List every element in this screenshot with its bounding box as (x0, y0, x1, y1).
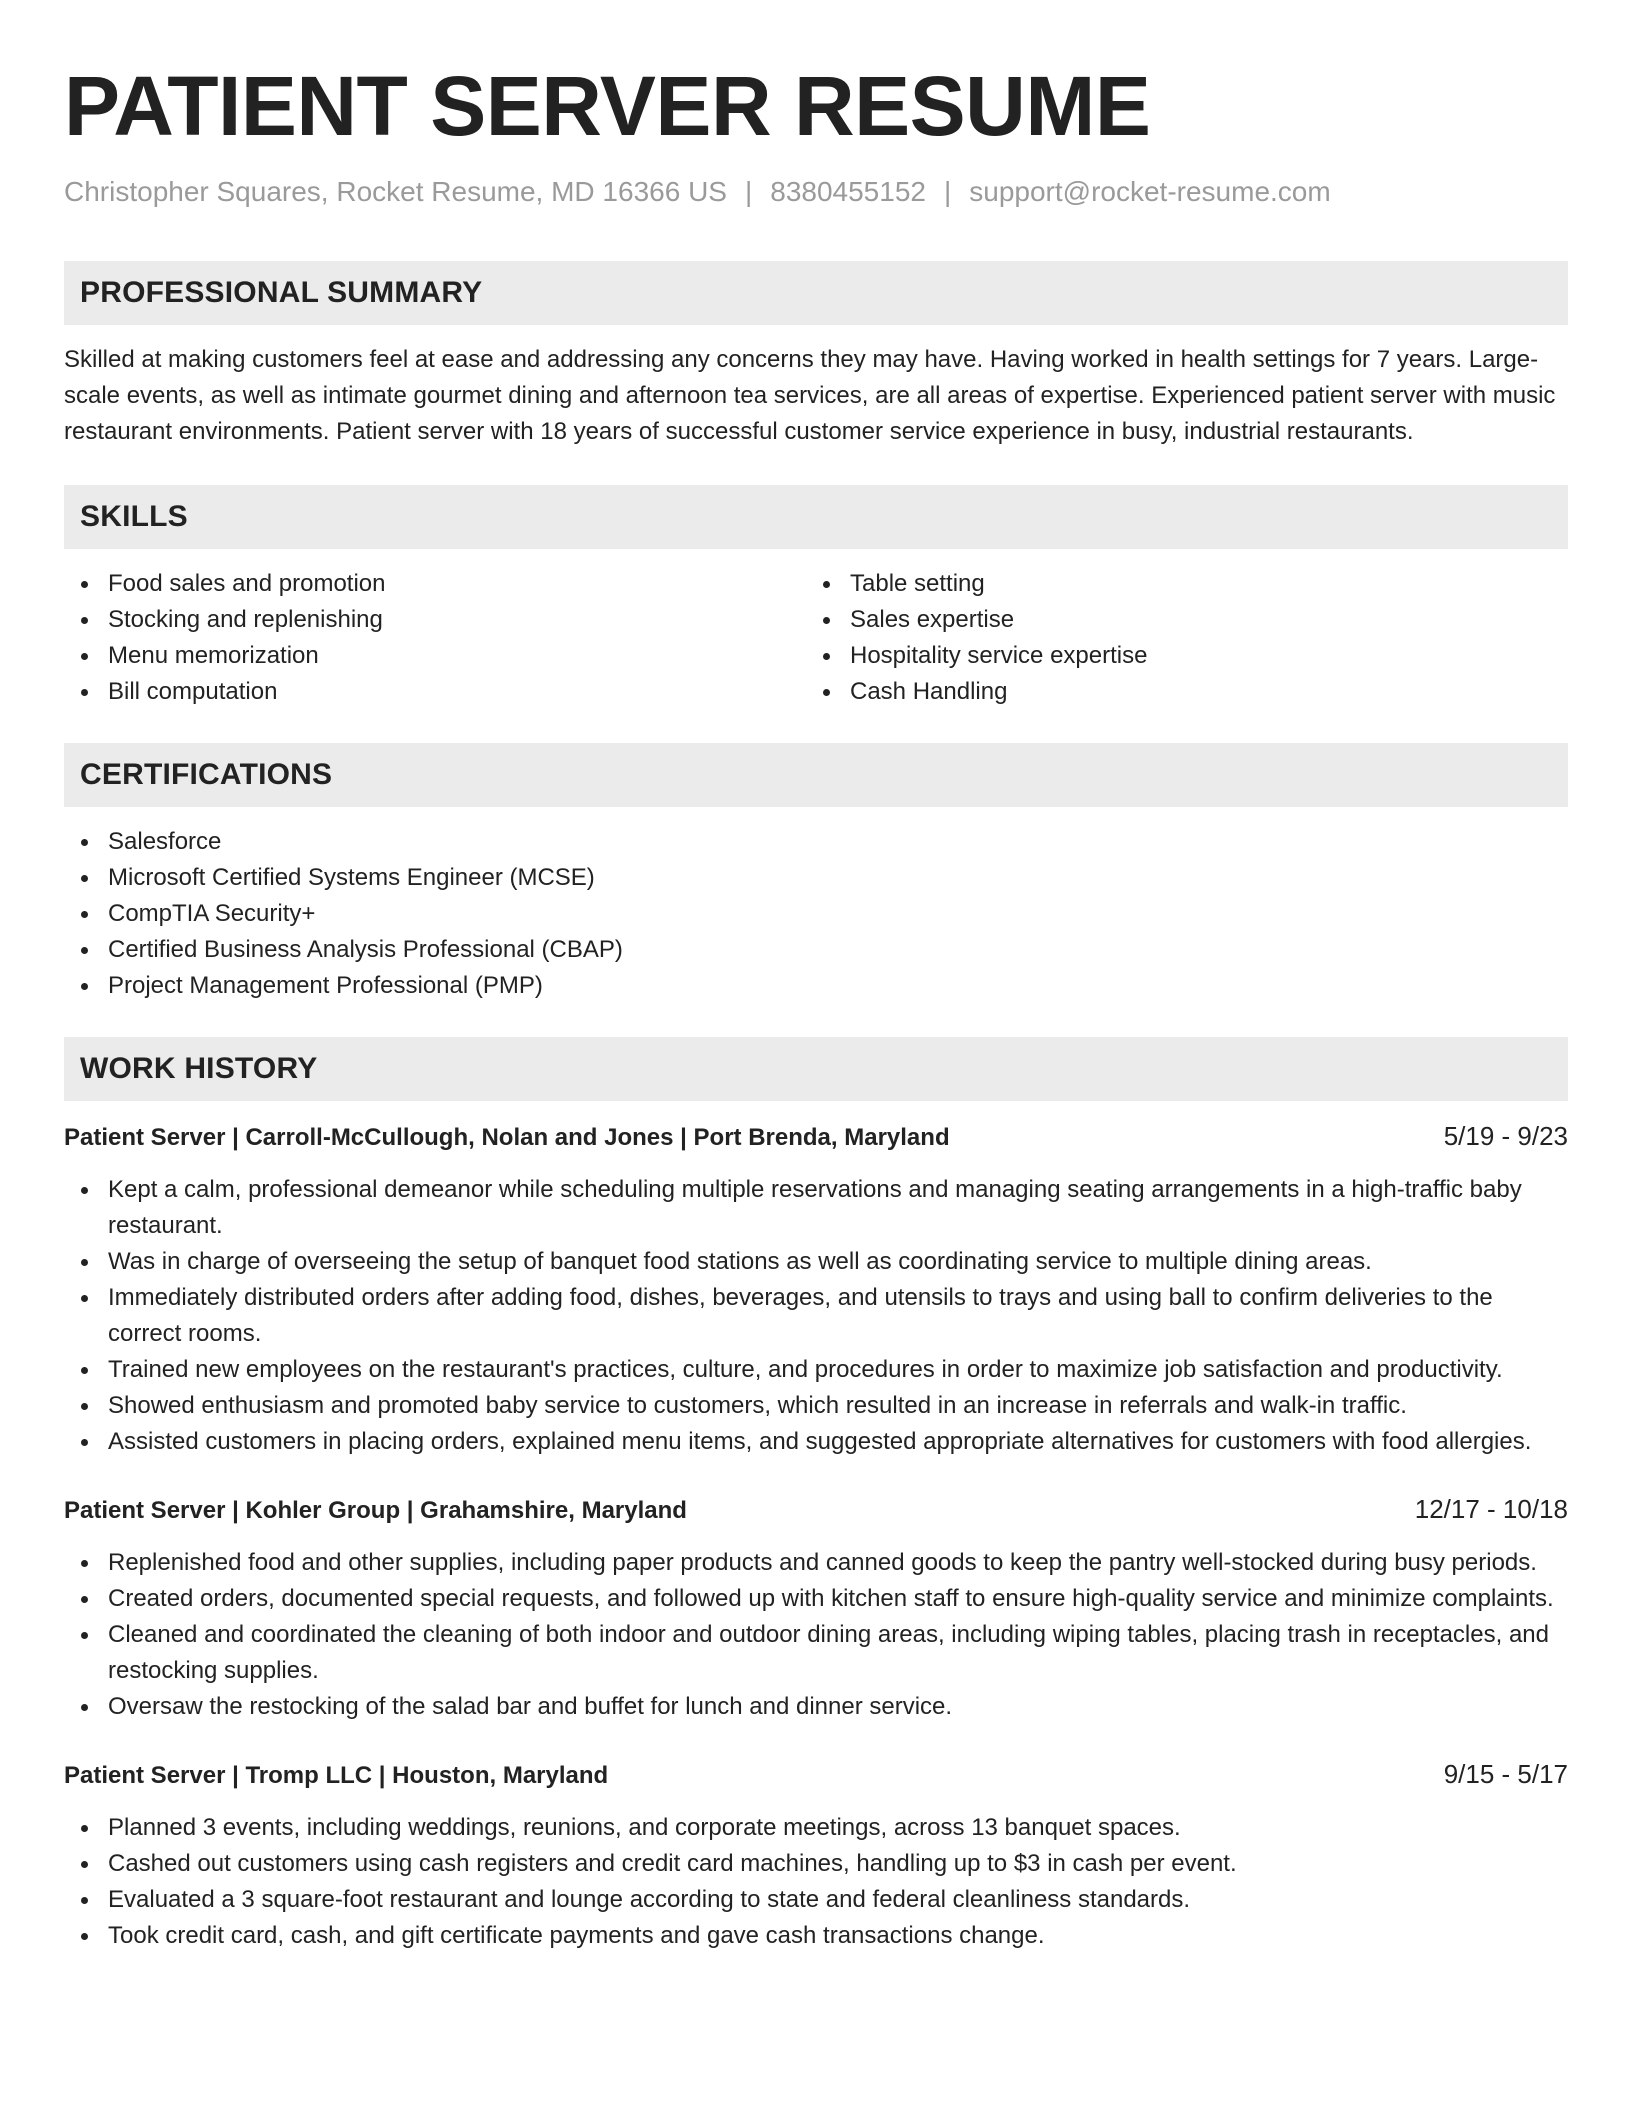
skill-item: Cash Handling (806, 674, 1548, 710)
job-header (64, 1491, 1568, 1529)
job-duty-item: Was in charge of overseeing the setup of banquet food stations as well as coordinating service to multiple dining areas. (64, 1244, 1568, 1280)
job-header (64, 1118, 1568, 1156)
section-heading-certifications (64, 743, 1568, 807)
job-duty-item: Cleaned and coordinated the cleaning of both indoor and outdoor dining areas, including wiping tables, placing trash in receptacles, and restocking supplies. (64, 1617, 1568, 1689)
job-title: Patient Server | Carroll-McCullough, Nolan and Jones | Port Brenda, Maryland (64, 1124, 950, 1151)
job-duty-item: Evaluated a 3 square-foot restaurant and lounge according to state and federal cleanliness standards. (64, 1882, 1568, 1918)
contact-phone: 8380455152 (770, 176, 926, 207)
skill-item: Hospitality service expertise (806, 638, 1548, 674)
section-heading-skills (64, 485, 1568, 549)
job-dates: 5/19 - 9/23 (1443, 1121, 1568, 1151)
job-duty-item: Immediately distributed orders after adding food, dishes, beverages, and utensils to trays and using ball to confirm deliveries to the correct rooms. (64, 1280, 1568, 1352)
skills-column-left (64, 566, 806, 710)
resume-title: PATIENT SERVER RESUME (64, 59, 1151, 153)
contact-email: support@rocket-resume.com (969, 176, 1331, 207)
skill-item: Sales expertise (806, 602, 1548, 638)
job-header (64, 1756, 1568, 1794)
job-duty-item: Replenished food and other supplies, including paper products and canned goods to keep the pantry well-stocked during busy periods. (64, 1545, 1568, 1581)
job-duty-item: Showed enthusiasm and promoted baby service to customers, which resulted in an increase in referrals and walk-in traffic. (64, 1388, 1568, 1424)
skill-item: Table setting (806, 566, 1548, 602)
contact-separator: | (744, 176, 753, 207)
job-dates: 12/17 - 10/18 (1414, 1494, 1568, 1524)
skill-item: Bill computation (64, 674, 806, 710)
job-duties-list (64, 1545, 1568, 1725)
certification-item: Microsoft Certified Systems Engineer (MCSE) (64, 860, 1568, 896)
job-entry (64, 1118, 1568, 1460)
certification-item: CompTIA Security+ (64, 896, 1568, 932)
certification-item: Certified Business Analysis Professional (CBAP) (64, 932, 1568, 968)
summary-paragraph: Skilled at making customers feel at ease and addressing any concerns they may have. Having worked in health settings for 7 years. Large-scale events, as well as intimate gourmet dining and afternoon tea services, are all areas of expertise. Experienced patient server with music restaurant environments. Patient server with 18 years of successful customer service experience in busy, industrial restaurants. (64, 346, 1556, 445)
section-heading-label: CERTIFICATIONS (80, 758, 333, 791)
skill-item: Stocking and replenishing (64, 602, 806, 638)
skills-list (64, 566, 1568, 710)
job-duties-list (64, 1810, 1568, 1954)
skill-item: Food sales and promotion (64, 566, 806, 602)
job-entry (64, 1756, 1568, 1954)
job-dates: 9/15 - 5/17 (1443, 1759, 1568, 1789)
contact-line (64, 174, 1568, 210)
job-duty-item: Cashed out customers using cash registers and credit card machines, handling up to $3 in cash per event. (64, 1846, 1568, 1882)
job-duty-item: Oversaw the restocking of the salad bar and buffet for lunch and dinner service. (64, 1689, 1568, 1725)
certification-item: Project Management Professional (PMP) (64, 968, 1568, 1004)
job-duty-item: Trained new employees on the restaurant's practices, culture, and procedures in order to maximize job satisfaction and productivity. (64, 1352, 1568, 1388)
job-duty-item: Planned 3 events, including weddings, reunions, and corporate meetings, across 13 banquet spaces. (64, 1810, 1568, 1846)
section-heading-summary (64, 261, 1568, 325)
job-duty-item: Created orders, documented special requests, and followed up with kitchen staff to ensure high-quality service and minimize complaints. (64, 1581, 1568, 1617)
job-duty-item: Assisted customers in placing orders, explained menu items, and suggested appropriate alternatives for customers with food allergies. (64, 1424, 1568, 1460)
contact-separator: | (943, 176, 952, 207)
job-duty-item: Took credit card, cash, and gift certificate payments and gave cash transactions change. (64, 1918, 1568, 1954)
contact-address: Christopher Squares, Rocket Resume, MD 16366 US (64, 176, 727, 207)
job-duties-list (64, 1172, 1568, 1460)
job-title: Patient Server | Tromp LLC | Houston, Maryland (64, 1762, 609, 1789)
section-heading-label: SKILLS (80, 500, 188, 533)
job-duty-item: Kept a calm, professional demeanor while scheduling multiple reservations and managing seating arrangements in a high-traffic baby restaurant. (64, 1172, 1568, 1244)
job-entry (64, 1491, 1568, 1725)
section-heading-work-history (64, 1037, 1568, 1101)
section-heading-label: PROFESSIONAL SUMMARY (80, 276, 483, 309)
certifications-list (64, 824, 1568, 1004)
section-heading-label: WORK HISTORY (80, 1052, 318, 1085)
certification-item: Salesforce (64, 824, 1568, 860)
skill-item: Menu memorization (64, 638, 806, 674)
job-title: Patient Server | Kohler Group | Grahamshire, Maryland (64, 1497, 687, 1524)
skills-column-right (806, 566, 1548, 710)
